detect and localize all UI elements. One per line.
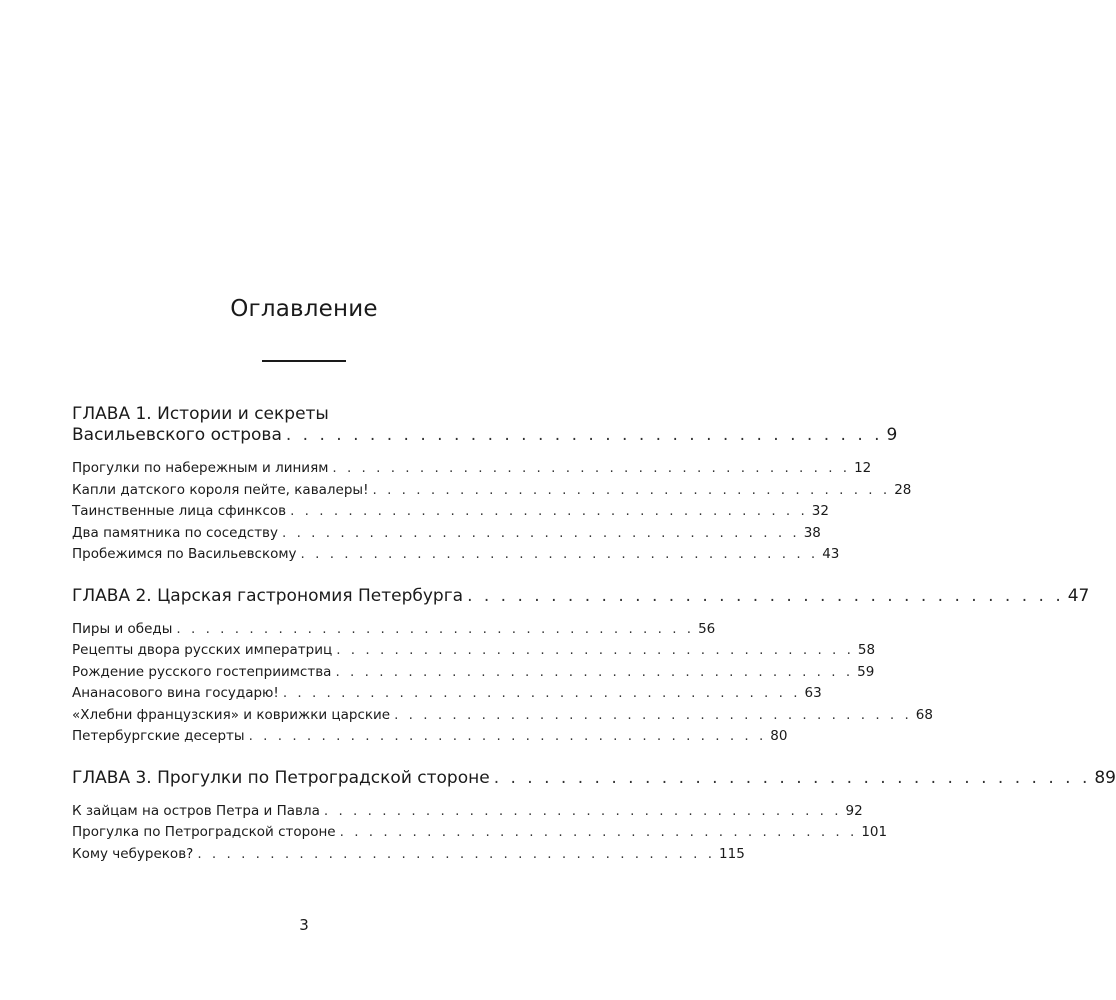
chapter-1 xyxy=(72,404,912,566)
leader-dots: . . . . . . . . . . . . . . . . . . . . . . . . . . . . . . . . . . . . xyxy=(248,728,767,744)
toc-entry[interactable] xyxy=(72,801,863,823)
entry-title: Ананасового вина государю! xyxy=(72,685,279,701)
leader-dots: . . . . . . . . . . . . . . . . . . . . . . . . . . . . . . . . . . . . xyxy=(323,802,842,819)
chapter-2 xyxy=(72,585,1090,748)
chapter-3 xyxy=(72,767,1116,866)
leader-dots: . . . . . . . . . . . . . . . . . . . . . . . . . . . . . . . . . . . . xyxy=(372,481,891,498)
entry-page: 115 xyxy=(719,845,745,862)
entry-title: Пиры и обеды xyxy=(72,620,173,637)
chapter-3-heading[interactable] xyxy=(72,767,1116,789)
entry-page: 28 xyxy=(894,481,912,498)
entry-title: Рождение русского гостеприимства xyxy=(72,663,332,680)
entry-page: 68 xyxy=(915,706,933,723)
toc-entry[interactable] xyxy=(72,458,872,480)
chapter-2-heading[interactable] xyxy=(72,585,1090,607)
chapter-3-page: 89 xyxy=(1094,767,1116,788)
entry-page: 80 xyxy=(770,728,788,744)
leader-dots: . . . . . . . . . . . . . . . . . . . . . . . . . . . . . . . . . . . . xyxy=(290,503,808,519)
toc-entry[interactable] xyxy=(72,662,875,684)
leader-dots: . . . . . . . . . . . . . . . . . . . . . . . . . . . . . . . . . . . . xyxy=(394,706,912,723)
leader-dots: . . . . . . . . . . . . . . . . . . . . . . . . . . . . . . . . . . . . xyxy=(282,524,800,541)
chapter-1-heading-line1: ГЛАВА 1. Истории и секреты xyxy=(72,404,329,424)
toc-entry[interactable] xyxy=(72,726,788,748)
entry-page: 63 xyxy=(804,685,822,701)
entry-title: Прогулка по Петроградской стороне xyxy=(72,824,336,840)
chapter-1-heading[interactable] xyxy=(72,404,898,446)
title-divider xyxy=(262,360,346,362)
entry-page: 59 xyxy=(857,663,875,680)
entry-title: Два памятника по соседству xyxy=(72,524,279,541)
leader-dots: . . . . . . . . . . . . . . . . . . . . . . . . . . . . . . . . . . . . xyxy=(339,824,858,840)
leader-dots: . . . . . . . . . . . . . . . . . . . . . . . . . . . . . . . . . . . . xyxy=(332,460,851,476)
entry-title: «Хлебни французския» и коврижки царские xyxy=(72,706,391,723)
table-of-contents xyxy=(72,404,1116,865)
toc-entry[interactable] xyxy=(72,523,821,545)
entry-page: 38 xyxy=(803,524,821,541)
entry-title: Пробежимся по Васильевскому xyxy=(72,546,297,562)
entry-title: Рецепты двора русских императриц xyxy=(72,642,333,658)
leader-dots: . . . . . . . . . . . . . . . . . . . . . . . . . . . . . . . . . . . . xyxy=(336,642,854,658)
entry-page: 12 xyxy=(854,460,872,476)
chapter-2-sections xyxy=(72,619,933,748)
entry-title: Кому чебуреков? xyxy=(72,845,194,862)
leader-dots: . . . . . . . . . . . . . . . . . . . . . . . . . . . . . . . . . . . . xyxy=(197,845,716,862)
page-number: 3 xyxy=(299,916,309,934)
toc-entry[interactable] xyxy=(72,480,912,502)
toc-entry[interactable] xyxy=(72,705,933,727)
entry-page: 58 xyxy=(857,642,876,658)
entry-page: 56 xyxy=(698,620,716,637)
leader-dots: . . . . . . . . . . . . . . . . . . . . . . . . . . . . . . . . . . . . xyxy=(493,767,1091,788)
toc-entry[interactable] xyxy=(72,501,829,523)
leader-dots: . . . . . . . . . . . . . . . . . . . . . . . . . . . . . . . . . . . . xyxy=(467,585,1064,606)
leader-dots: . . . . . . . . . . . . . . . . . . . . . . . . . . . . . . . . . . . . xyxy=(335,663,854,680)
entry-title: Прогулки по набережным и линиям xyxy=(72,460,329,476)
entry-title: Таинственные лица сфинксов xyxy=(72,503,287,519)
toc-entry[interactable] xyxy=(72,683,822,705)
toc-entry[interactable] xyxy=(72,640,876,662)
page-title: Оглавление xyxy=(230,296,378,322)
toc-entry[interactable] xyxy=(72,619,716,641)
entry-title: Петербургские десерты xyxy=(72,728,245,744)
chapter-1-page: 9 xyxy=(886,425,898,445)
entry-page: 101 xyxy=(861,824,888,840)
toc-entry[interactable] xyxy=(72,822,888,844)
chapter-3-heading-line: ГЛАВА 3. Прогулки по Петроградской стороне xyxy=(72,767,490,788)
entry-page: 43 xyxy=(822,546,840,562)
entry-title: К зайцам на остров Петра и Павла xyxy=(72,802,320,819)
chapter-3-sections xyxy=(72,801,888,866)
leader-dots: . . . . . . . . . . . . . . . . . . . . . . . . . . . . . . . . . . . . xyxy=(176,620,695,637)
leader-dots: . . . . . . . . . . . . . . . . . . . . . . . . . . . . . . . . . . . . xyxy=(300,546,819,562)
leader-dots: . . . . . . . . . . . . . . . . . . . . . . . . . . . . . . . . . . . . xyxy=(282,685,801,701)
toc-entry[interactable] xyxy=(72,844,745,866)
entry-page: 92 xyxy=(845,802,863,819)
entry-title: Капли датского короля пейте, кавалеры! xyxy=(72,481,369,498)
chapter-2-heading-line: ГЛАВА 2. Царская гастрономия Петербурга xyxy=(72,585,464,606)
chapter-1-heading-line2: Васильевского острова xyxy=(72,425,282,445)
leader-dots: . . . . . . . . . . . . . . . . . . . . . . . . . . . . . . . . . . . . xyxy=(285,425,883,445)
entry-page: 32 xyxy=(811,503,829,519)
chapter-2-page: 47 xyxy=(1067,585,1090,606)
chapter-1-sections xyxy=(72,458,912,566)
toc-entry[interactable] xyxy=(72,544,840,566)
